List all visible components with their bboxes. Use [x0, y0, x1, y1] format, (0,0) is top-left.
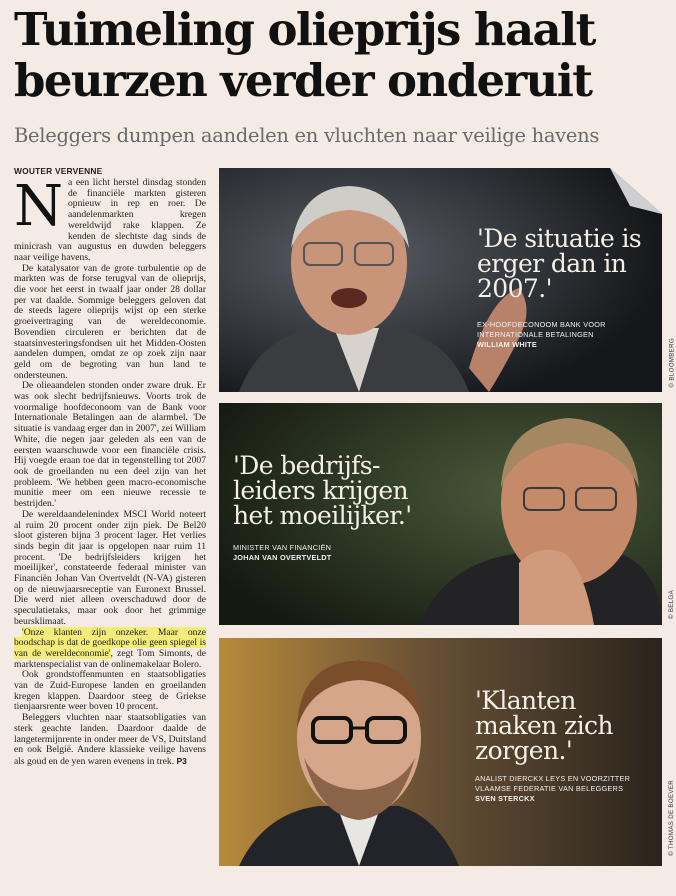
drop-cap: N [14, 178, 63, 239]
quote-author-name: SVEN STERCKX [475, 794, 535, 803]
byline: WOUTER VERVENNE [14, 166, 103, 176]
quote-panel-sterckx [219, 638, 662, 866]
page-reference: P3 [176, 755, 187, 766]
quote-panel-white [219, 168, 662, 392]
article-paragraph: Na een licht herstel dinsdag stonden de financiële markten gisteren opnieuw in rep en roer. De aandelenmarkten kregen wereldwijd rake klappen. Ze kenden de slechtste dag sinds de minicrash van augustus en duwden beleggers naar veilige havens. [14, 178, 206, 263]
quote-attribution: EX-HOOFDECONOOM BANK VOOR INTERNATIONALE BETALINGEN WILLIAM WHITE [477, 320, 652, 350]
page-fold-corner [610, 168, 662, 214]
pull-quote: 'Klanten maken zich zorgen.' [475, 686, 613, 765]
subheadline: Beleggers dumpen aandelen en vluchten naar veilige havens [14, 124, 600, 147]
photo-credit: © THOMAS DE BOEVER [668, 780, 675, 856]
photo-credit: © BLOOMBERG [668, 338, 675, 388]
quote-attribution: MINISTER VAN FINANCIËN JOHAN VAN OVERTVELDT [233, 543, 433, 563]
quote-author-name: WILLIAM WHITE [477, 340, 537, 349]
highlighted-quote: 'Onze klanten zijn onzeker. Maar onze boodschap is dat de goedkope olie geen spiegel is van de wereldeconomie' [14, 626, 206, 659]
photo-credit: © BELGA [668, 590, 675, 620]
article-body [14, 178, 206, 878]
article-paragraph-highlight: 'Onze klanten zijn onzeker. Maar onze boodschap is dat de goedkope olie geen spiegel is van de wereldeconomie', zegt Tom Simonts, de marktenspecialist van de onlinemakelaar Bolero. [14, 626, 206, 670]
headline: Tuimeling olieprijs haalt beurzen verder onderuit [14, 3, 595, 107]
article-paragraph: Ook grondstoffenmunten en staatsobligaties van de Zuid-Europese landen en groeilanden kregen klappen. Daardoor steeg de Griekse tienjaarsrente weer boven 10 procent. [14, 669, 206, 713]
pull-quote: 'De situatie is erger dan in 2007.' [477, 224, 642, 303]
article-paragraph: Beleggers vluchten naar staatsobligaties van sterk geachte landen. Daardoor daalde de langetermijnrente in onder meer de VS, Duitsland en ook België. Andere klassieke veilige havens als goud en de yen waren evenens in trek. P3 [14, 712, 206, 767]
article-paragraph: De wereldaandelenindex MSCI World noteert al ruim 20 procent onder zijn piek. De Bel20 sloot gisteren bijna 3 procent lager. Het verlies sinds begin dit jaar is opgelopen naar ruim 11 procent. 'De bedrijfsleiders krijgen het moeilijker', constateerde federaal minister van Financiën Johan Van Overtveldt (N-VA) gisteren op de nieuwjaarsreceptie van Euronext Brussel. Die werd niet alleen overschaduwd door de speculatietaks, maar ook door het grimmige beursklimaat. [14, 508, 206, 627]
article-paragraph: De katalysator van de grote turbulentie op de markten was de forse terugval van de olieprijs, die voor het eerst in twaalf jaar onder 28 dollar per vat daalde. Sommige beleggers geloven dat de steeds lagere olieprijs wijst op een sterke groeivertraging van de wereldeconomie. Bovendien circuleren er berichten dat de staatsinvesteringsfondsen uit het Midden-Oosten aandelen dumpen, omdat ze op zoek zijn naar geld om de begroting van hun land te ondersteunen. [14, 262, 206, 381]
pull-quote: 'De bedrijfsleiders krijgen het moeilijker.' [233, 451, 412, 530]
quote-attribution: ANALIST DIERCKX LEYS EN VOORZITTER VLAAMSE FEDERATIE VAN BELEGGERS SVEN STERCKX [475, 774, 655, 804]
quote-panel-van-overtveldt [219, 403, 662, 625]
quote-author-name: JOHAN VAN OVERTVELDT [233, 553, 332, 562]
article-paragraph: De olieaandelen stonden onder zware druk. Er was ook slecht bedrijfsnieuws. Voorts trok de voormalige hoofdeconoom van de Bank voor Internationale Betalingen aan de alarmbel. 'De situatie is vandaag erger dan in 2007', zei William White, die negen jaar geleden als een van de eersten waarschuwde voor een financiële crisis. Hij voegde eraan toe dat in tegenstelling tot 2007 ook de groeilanden nu een deel zijn van het probleem. 'We hebben geen macro-economische munitie meer om een nieuwe recessie te bestrijden.' [14, 380, 206, 510]
